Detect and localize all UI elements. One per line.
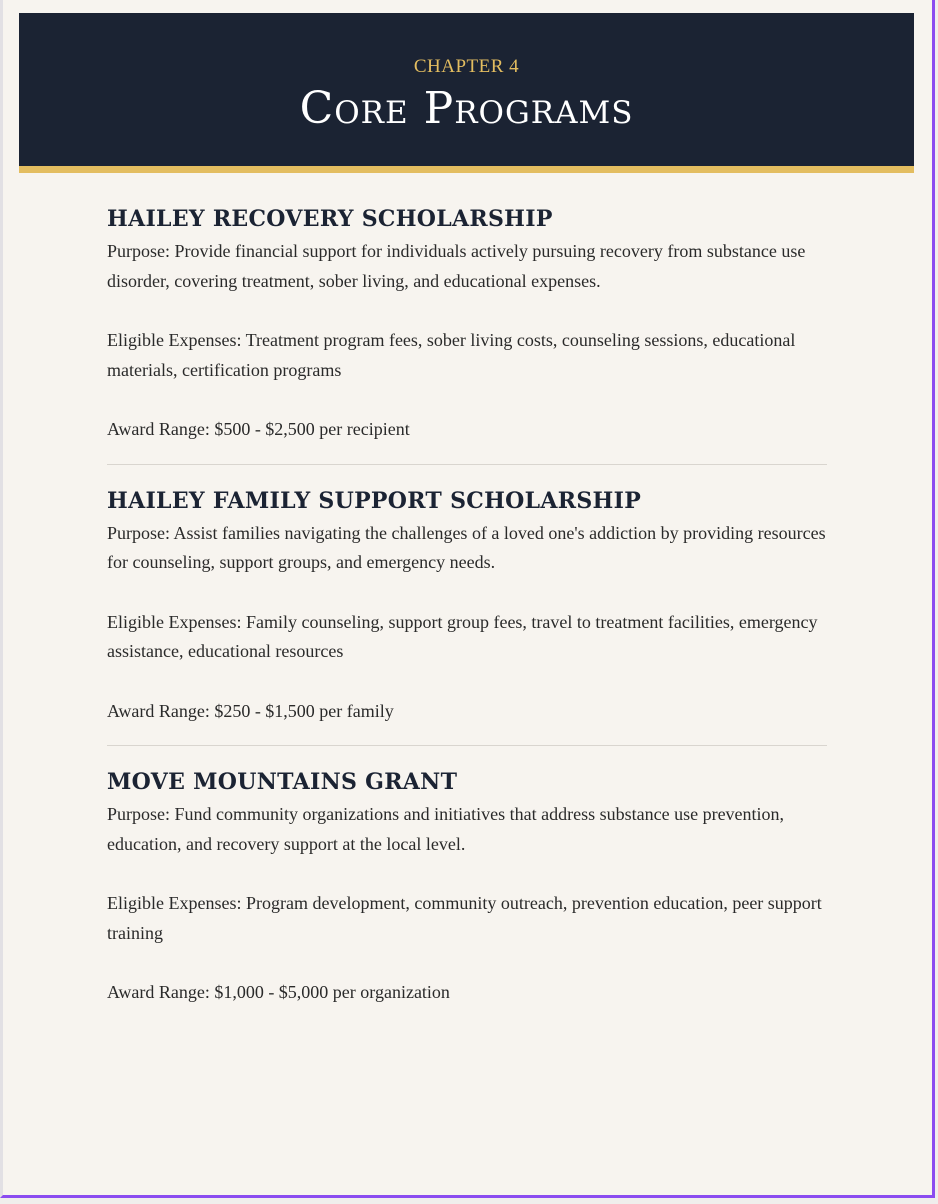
program-award-range: Award Range: $1,000 - $5,000 per organization: [107, 982, 450, 1002]
program-section: [107, 487, 827, 747]
program-eligible-expenses: Eligible Expenses: Family counseling, support group fees, travel to treatment facilities, emergency assistance, educational resources: [107, 611, 818, 661]
program-title: HAILEY FAMILY SUPPORT SCHOLARSHIP: [107, 487, 642, 514]
program-title: HAILEY RECOVERY SCHOLARSHIP: [107, 206, 553, 232]
program-section: [107, 768, 827, 1027]
page-title: Core Programs: [299, 83, 634, 134]
program-section: [107, 205, 827, 465]
program-purpose: Purpose: Provide financial support for individuals actively pursuing recovery from substance use disorder, covering treatment, sober living, and educational expenses.: [107, 241, 806, 291]
chapter-label: CHAPTER 4: [413, 56, 520, 77]
program-purpose: Purpose: Fund community organizations and initiatives that address substance use prevention, education, and recovery support at the local level.: [107, 804, 785, 854]
chapter-banner: [19, 13, 914, 173]
program-award-range: Award Range: $500 - $2,500 per recipient: [107, 419, 410, 439]
program-purpose: Purpose: Assist families navigating the challenges of a loved one's addiction by providing resources for counseling, support groups, and emergency needs.: [107, 522, 826, 572]
programs-list: [107, 205, 827, 1049]
program-eligible-expenses: Eligible Expenses: Treatment program fees, sober living costs, counseling sessions, educational materials, certification programs: [107, 330, 796, 380]
program-title: MOVE MOUNTAINS GRANT: [107, 769, 458, 795]
program-eligible-expenses: Eligible Expenses: Program development, community outreach, prevention education, peer support training: [107, 893, 822, 943]
program-award-range: Award Range: $250 - $1,500 per family: [107, 700, 394, 721]
